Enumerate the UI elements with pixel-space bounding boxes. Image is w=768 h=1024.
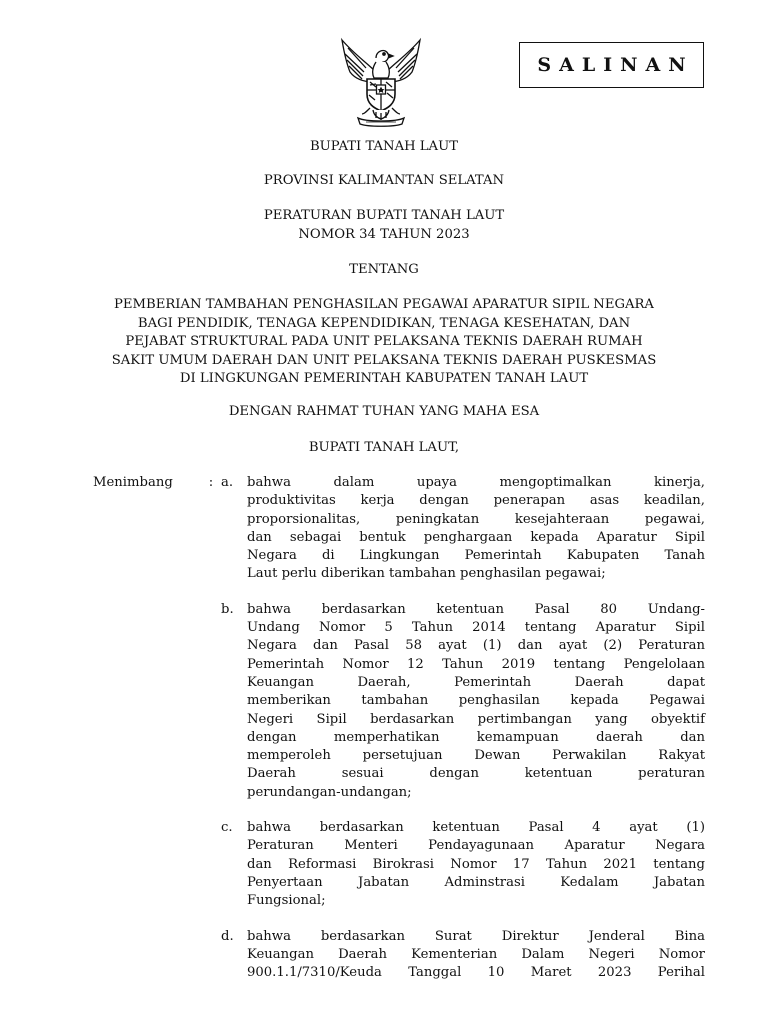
considering-item-a — [93, 474, 705, 584]
title-line: PEMBERIAN TAMBAHAN PENGHASILAN PEGAWAI APARATUR SIPIL NEGARA — [114, 297, 654, 312]
item-line: produktivitas kerja dengan penerapan asas keadilan, — [247, 493, 705, 509]
official-signature: BUPATI TANAH LAUT, — [308, 440, 460, 455]
item-text — [247, 819, 705, 910]
item-line: Negara di Lingkungan Pemerintah Kabupaten Tanah — [247, 548, 705, 564]
regulation-heading: PERATURAN BUPATI TANAH LAUT — [263, 208, 505, 223]
item-line: Penyertaan Jabatan Adminstrasi Kedalam Jabatan — [247, 874, 705, 890]
title-line: DI LINGKUNGAN PEMERINTAH KABUPATEN TANAH LAUT — [179, 371, 589, 386]
salinan-stamp: SALINAN — [519, 42, 704, 88]
considering-section — [93, 474, 705, 999]
title-line: SAKIT UMUM DAERAH DAN UNIT PELAKSANA TEKNIS DAERAH PUSKESMAS — [111, 352, 657, 368]
item-line: bahwa dalam upaya mengoptimalkan kinerja, — [247, 475, 705, 490]
item-line: Fungsional; — [247, 893, 326, 909]
item-letter: a. — [221, 475, 234, 490]
regulation-number: NOMOR 34 TAHUN 2023 — [298, 227, 470, 242]
item-line: dan sebagai bentuk penghargaan kepada Aparatur Sipil — [247, 529, 705, 545]
item-line: Keuangan Daerah Kementerian Dalam Negeri Nomor — [247, 946, 705, 962]
item-line: memperoleh persetujuan Dewan Perwakilan Rakyat — [247, 748, 705, 764]
title-line: PEJABAT STRUKTURAL PADA UNIT PELAKSANA TEKNIS DAERAH RUMAH — [125, 334, 643, 349]
blessing-line: DENGAN RAHMAT TUHAN YANG MAHA ESA — [228, 404, 540, 419]
item-line: memberikan tambahan penghasilan kepada Pegawai — [247, 693, 705, 709]
considering-colon: : — [208, 475, 214, 490]
item-text — [247, 474, 705, 584]
item-text — [247, 601, 705, 802]
considering-item-c — [93, 819, 705, 910]
item-line: dan Reformasi Birokrasi Nomor 17 Tahun 2021 tentang — [247, 856, 705, 872]
regulation-title — [60, 296, 708, 389]
item-line: Laut perlu diberikan tambahan penghasilan pegawai; — [247, 566, 606, 582]
considering-item-d — [93, 928, 705, 983]
item-letter: d. — [221, 928, 234, 944]
item-line: bahwa berdasarkan ketentuan Pasal 80 Undang- — [247, 601, 705, 617]
item-line: Undang Nomor 5 Tahun 2014 tentang Aparatur Sipil — [247, 620, 705, 636]
item-line: Daerah sesuai dengan ketentuan peraturan — [247, 766, 705, 782]
garuda-emblem-icon — [336, 32, 426, 130]
item-letter: c. — [221, 820, 233, 836]
item-line: bahwa berdasarkan Surat Direktur Jenderal Bina — [247, 928, 705, 944]
item-line: bahwa berdasarkan ketentuan Pasal 4 ayat (1) — [247, 820, 705, 836]
considering-item-b — [93, 601, 705, 802]
title-line: BAGI PENDIDIK, TENAGA KEPENDIDIKAN, TENAGA KESEHATAN, DAN — [137, 315, 631, 331]
item-line: 900.1.1/7310/Keuda Tanggal 10 Maret 2023 Perihal — [247, 965, 705, 981]
item-line: dengan memperhatikan kemampuan daerah dan — [247, 729, 705, 745]
item-line: Peraturan Menteri Pendayagunaan Aparatur Negara — [247, 838, 705, 854]
item-line: Pemerintah Nomor 12 Tahun 2019 tentang Pengelolaan — [247, 656, 705, 672]
about-heading: TENTANG — [349, 262, 419, 277]
item-line: perundangan-undangan; — [247, 784, 412, 800]
province-heading: PROVINSI KALIMANTAN SELATAN — [263, 173, 505, 188]
official-heading: BUPATI TANAH LAUT — [309, 139, 458, 154]
item-line: Negeri Sipil berdasarkan pertimbangan yang obyektif — [247, 711, 705, 727]
item-line: proporsionalitas, peningkatan kesejahteraan pegawai, — [247, 511, 705, 527]
item-line: Negara dan Pasal 58 ayat (1) dan ayat (2) Peraturan — [247, 638, 705, 654]
item-line: Keuangan Daerah, Pemerintah Daerah dapat — [247, 674, 705, 690]
item-text — [247, 928, 705, 983]
considering-label: Menimbang — [93, 475, 173, 490]
item-letter: b. — [221, 601, 234, 617]
